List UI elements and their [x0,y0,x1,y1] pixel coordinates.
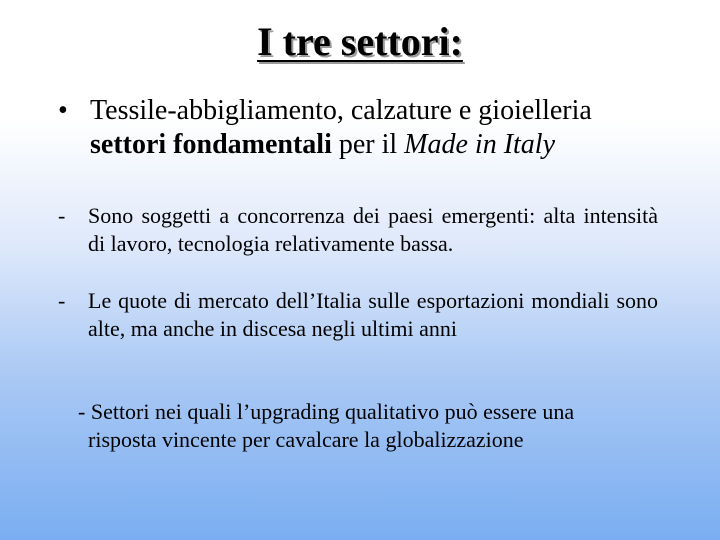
dash-marker: - [58,288,66,313]
dash-marker: - [58,203,66,228]
dash-marker: - [78,399,86,424]
main-bullet-italic: Made in Italy [404,129,556,160]
main-bullet-bold: settori fondamentali [90,129,332,160]
dash-item-text: Sono soggetti a concorrenza dei paesi emergenti: alta intensità di lavoro, tecnologia relativamente bassa. [88,203,658,256]
main-bullet-text [90,94,668,162]
dash-item-first-line [78,398,658,426]
dash-item-competition [58,202,658,258]
dash-item-upgrading [58,398,658,454]
dash-item-text-rest: risposta vincente per cavalcare la globalizzazione [88,427,524,452]
dash-item-text: Le quote di mercato dell’Italia sulle esportazioni mondiali sono alte, ma anche in discesa negli ultimi anni [88,288,658,341]
dash-item-text-start: Settori nei quali l’upgrading qualitativo può essere una [90,399,575,424]
dash-item-market-share [58,287,658,343]
bullet-marker: • [58,95,68,126]
main-bullet [58,94,668,162]
main-bullet-line1: Tessile-abbigliamento, calzature e gioielleria [90,95,592,126]
main-bullet-middle: per il [331,129,405,160]
slide-title: I tre settori: [257,19,463,64]
